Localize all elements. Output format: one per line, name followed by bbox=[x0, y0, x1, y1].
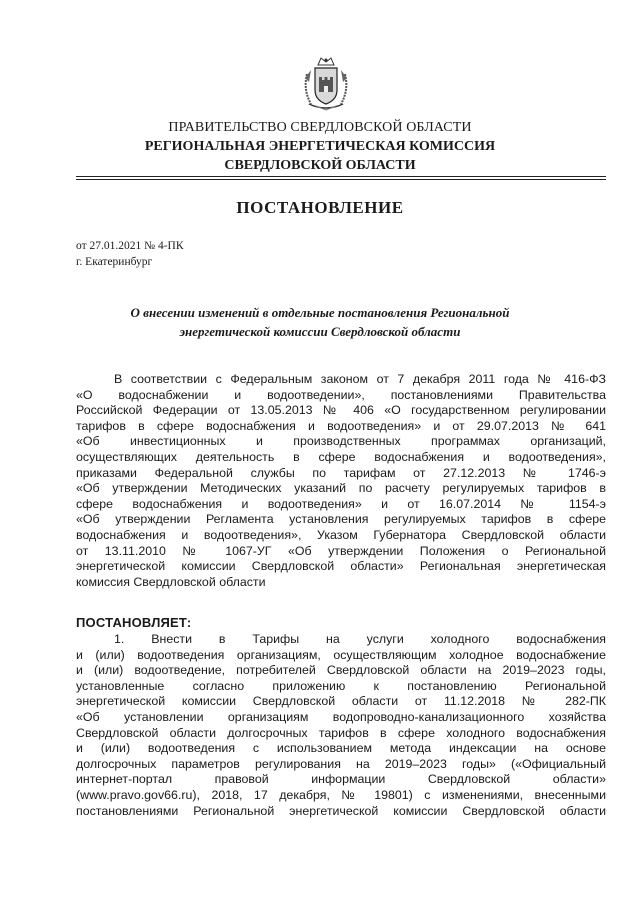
resolve-heading: ПОСТАНОВЛЯЕТ: bbox=[76, 615, 192, 630]
document-date-number: от 27.01.2021 № 4-ПК bbox=[76, 240, 184, 252]
clause-line: постановлениями Региональной энергетической комиссии Свердловской области bbox=[76, 803, 606, 818]
clause-line: и (или) водоотведение, потребителей Свердловской области на 2019–2023 годы, bbox=[76, 663, 606, 678]
preamble-line: энергетической комиссии Свердловской области» Региональная энергетическая bbox=[76, 559, 606, 574]
clause-line: и (или) водоотведения с использованием метода индексации на основе bbox=[76, 741, 606, 756]
clause-1-paragraph bbox=[76, 632, 606, 819]
coat-of-arms-icon bbox=[301, 56, 351, 112]
clause-line: Свердловской области долгосрочных тарифов в сфере холодного водоснабжения bbox=[76, 725, 606, 740]
preamble-line: «Об инвестиционных и производственных программах организаций, bbox=[76, 434, 606, 449]
clause-line: 1. Внести в Тарифы на услуги холодного водоснабжения bbox=[114, 632, 606, 646]
preamble-line: от 13.11.2010 № 1067-УГ «Об утверждении Положения о Региональной bbox=[76, 543, 606, 558]
clause-line: интернет-портал правовой информации Свердловской области» bbox=[76, 772, 606, 787]
preamble-paragraph bbox=[76, 372, 606, 590]
preamble-line: Российской Федерации от 13.05.2013 № 406 «О государственном регулировании bbox=[76, 403, 606, 418]
preamble-line: В соответствии с Федеральным законом от 7 декабря 2011 года № 416-ФЗ bbox=[114, 372, 606, 386]
government-name: ПРАВИТЕЛЬСТВО СВЕРДЛОВСКОЙ ОБЛАСТИ bbox=[168, 120, 472, 135]
preamble-line: «О водоснабжении и водоотведении», постановлениями Правительства bbox=[76, 387, 606, 402]
preamble-line: «Об утверждении Регламента установления регулируемых тарифов в сфере bbox=[76, 512, 606, 527]
clause-line: и (или) водоотведения организациям, осуществляющим холодное водоснабжение bbox=[76, 647, 606, 662]
clause-line: долгосрочных параметров регулирования на 2019–2023 годы» («Официальный bbox=[76, 756, 606, 771]
commission-name-line1: РЕГИОНАЛЬНАЯ ЭНЕРГЕТИЧЕСКАЯ КОМИССИЯ bbox=[144, 139, 496, 154]
preamble-line: приказами Федеральной службы по тарифам от 27.12.2013 № 1746-э bbox=[76, 465, 606, 480]
preamble-line: осуществляющих деятельность в сфере водоснабжения и водоотведения», bbox=[76, 449, 606, 464]
header-divider bbox=[76, 176, 606, 177]
document-city: г. Екатеринбург bbox=[76, 256, 153, 268]
clause-line: установленные согласно приложению к постановлению Региональной bbox=[76, 678, 606, 693]
clause-line: энергетической комиссии Свердловской области от 11.12.2018 № 282-ПК bbox=[76, 694, 606, 709]
commission-name-line2: СВЕРДЛОВСКОЙ ОБЛАСТИ bbox=[224, 158, 416, 173]
clause-line: (www.pravo.gov66.ru), 2018, 17 декабря, № 19801) с изменениями, внесенными bbox=[76, 787, 606, 802]
document-subject-line1: О внесении изменений в отдельные постановления Региональной bbox=[130, 305, 510, 320]
clause-line: «Об установлении организациям водопроводно-канализационного хозяйства bbox=[76, 709, 606, 724]
preamble-line: водоснабжения и водоотведения», Указом Губернатора Свердловской области bbox=[76, 527, 606, 542]
document-subject-line2: энергетической комиссии Свердловской области bbox=[179, 324, 461, 339]
preamble-line: тарифов в сфере водоснабжения и водоотведения» и от 29.07.2013 № 641 bbox=[76, 418, 606, 433]
preamble-line: сфере водоснабжения и водоотведения» и от 16.07.2014 № 1154-э bbox=[76, 496, 606, 511]
preamble-line: комиссия Свердловской области bbox=[76, 574, 266, 589]
header-divider-double bbox=[76, 179, 606, 180]
document-type: ПОСТАНОВЛЕНИЕ bbox=[236, 198, 404, 217]
preamble-line: «Об утверждении Методических указаний по расчету регулируемых тарифов в bbox=[76, 481, 606, 496]
